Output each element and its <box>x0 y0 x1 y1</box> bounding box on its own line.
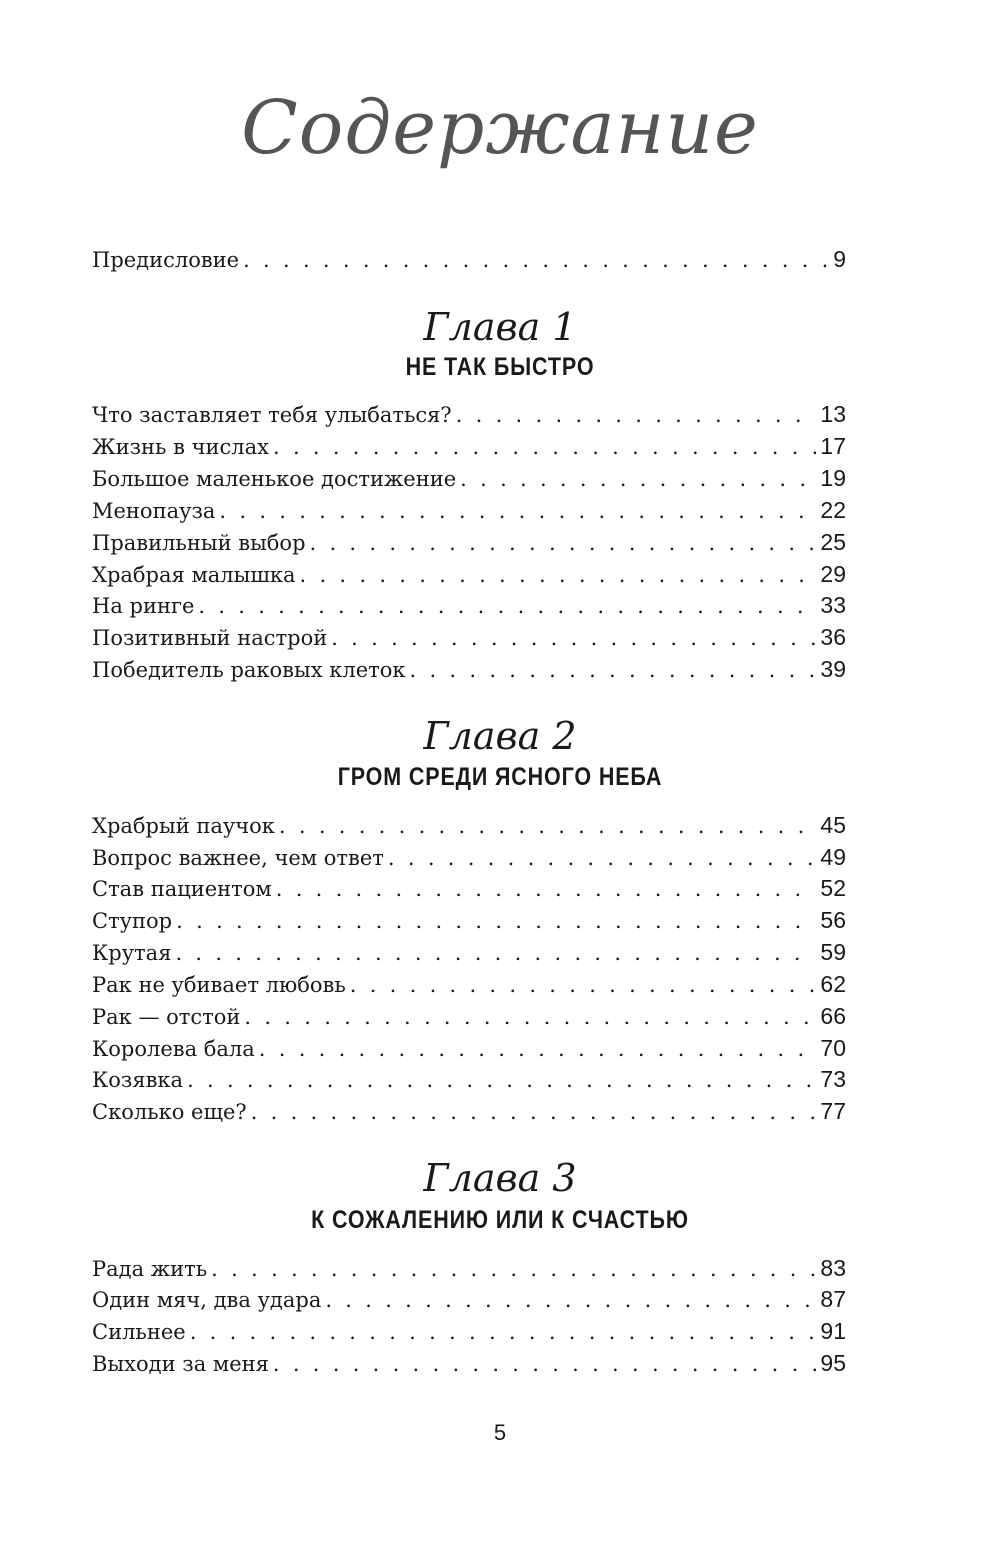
toc-entry-title: Позитивный настрой <box>92 626 328 650</box>
toc-entry-title: Храбрый паучок <box>92 814 275 838</box>
toc-entry[interactable] <box>92 810 846 840</box>
toc-entry-page: 62 <box>820 971 846 997</box>
toc-entry[interactable] <box>92 399 846 429</box>
toc-entry[interactable] <box>92 559 846 589</box>
toc-entry-title: Сколько еще? <box>92 1100 247 1124</box>
dot-leader <box>259 1034 817 1064</box>
toc-entry[interactable] <box>92 463 846 493</box>
dot-leader <box>460 464 816 494</box>
toc-entry-page: 83 <box>820 1255 846 1281</box>
chapter-3-name: К СОЖАЛЕНИЮ ИЛИ К СЧАСТЬЮ <box>311 1206 689 1234</box>
toc-entry-title: На ринге <box>92 594 195 618</box>
chapter-2-label: Глава 2 <box>423 714 577 758</box>
toc-entry-page: 87 <box>820 1286 846 1312</box>
dot-leader <box>331 623 816 653</box>
toc-entry-preface[interactable] <box>92 244 846 274</box>
toc-entry-title: Что заставляет тебя улыбаться? <box>92 403 452 427</box>
dot-leader <box>243 245 829 275</box>
toc-entry[interactable] <box>92 1316 846 1346</box>
toc-entry-title: Большое маленькое достижение <box>92 467 457 491</box>
toc-entry[interactable] <box>92 527 846 557</box>
dot-leader <box>190 1317 817 1347</box>
dot-leader <box>410 655 817 685</box>
toc-entry-title: Рак не убивает любовь <box>92 973 346 997</box>
toc-entry-page: 39 <box>820 656 846 682</box>
dot-leader <box>325 1285 816 1315</box>
toc-entry[interactable] <box>92 654 846 684</box>
toc-entry-title: Менопауза <box>92 499 216 523</box>
toc-entry-title: Жизнь в числах <box>92 435 269 459</box>
toc-entry-title: Храбрая малышка <box>92 563 296 587</box>
dot-leader <box>350 970 817 1000</box>
toc-entry-page: 49 <box>820 844 846 870</box>
toc-entry-page: 73 <box>820 1066 846 1092</box>
chapter-3-label: Глава 3 <box>423 1156 577 1200</box>
page-number: 5 <box>493 1420 507 1445</box>
toc-entry-title: Вопрос важнее, чем ответ <box>92 846 384 870</box>
toc-entry[interactable] <box>92 622 846 652</box>
toc-entry-title: Предисловие <box>92 248 240 272</box>
dot-leader <box>310 528 817 558</box>
dot-leader <box>456 400 817 430</box>
toc-entry-page: 59 <box>820 939 846 965</box>
toc-entry-page: 9 <box>833 246 846 272</box>
dot-leader <box>251 1097 817 1127</box>
dot-leader <box>388 843 816 873</box>
toc-entry-title: Став пациентом <box>92 877 272 901</box>
toc-entry[interactable] <box>92 1253 846 1283</box>
toc-entry[interactable] <box>92 1001 846 1031</box>
toc-entry-title: Козявка <box>92 1068 184 1092</box>
toc-entry[interactable] <box>92 1096 846 1126</box>
toc-entry-page: 25 <box>820 529 846 555</box>
dot-leader <box>244 1002 816 1032</box>
toc-entry-title: Сильнее <box>92 1320 186 1344</box>
toc-entry-page: 70 <box>820 1035 846 1061</box>
toc-entry-page: 17 <box>820 433 846 459</box>
dot-leader <box>187 1065 816 1095</box>
toc-entry-title: Крутая <box>92 941 172 965</box>
toc-entry-title: Рак — отстой <box>92 1005 241 1029</box>
toc-entry[interactable] <box>92 969 846 999</box>
dot-leader <box>176 906 816 936</box>
dot-leader <box>211 1254 816 1284</box>
toc-entry[interactable] <box>92 937 846 967</box>
toc-entry-title: Выходи за меня <box>92 1352 269 1376</box>
dot-leader <box>279 811 816 841</box>
toc-entry-page: 52 <box>820 875 846 901</box>
toc-entry-page: 13 <box>820 401 846 427</box>
dot-leader <box>219 496 816 526</box>
dot-leader <box>276 874 817 904</box>
toc-entry-page: 66 <box>820 1003 846 1029</box>
toc-entry-page: 22 <box>820 497 846 523</box>
toc-entry-title: Королева бала <box>92 1037 255 1061</box>
toc-entry[interactable] <box>92 1064 846 1094</box>
dot-leader <box>198 591 816 621</box>
toc-entry[interactable] <box>92 1348 846 1378</box>
toc-entry[interactable] <box>92 873 846 903</box>
toc-entry-page: 19 <box>820 465 846 491</box>
toc-entry[interactable] <box>92 590 846 620</box>
toc-entry-page: 91 <box>820 1318 846 1344</box>
dot-leader <box>300 560 817 590</box>
page-title: Содержание <box>241 85 759 171</box>
toc-entry[interactable] <box>92 905 846 935</box>
toc-entry-title: Один мяч, два удара <box>92 1288 322 1312</box>
toc-entry-page: 36 <box>820 624 846 650</box>
chapter-2-name: ГРОМ СРЕДИ ЯСНОГО НЕБА <box>337 763 663 791</box>
toc-entry-page: 77 <box>820 1098 846 1124</box>
toc-entry-page: 56 <box>820 907 846 933</box>
toc-entry[interactable] <box>92 1284 846 1314</box>
toc-entry[interactable] <box>92 1033 846 1063</box>
dot-leader <box>273 432 816 462</box>
toc-entry-title: Правильный выбор <box>92 531 306 555</box>
toc-entry-page: 29 <box>820 561 846 587</box>
toc-entry-title: Победитель раковых клеток <box>92 658 406 682</box>
toc-entry-page: 95 <box>820 1350 846 1376</box>
toc-entry[interactable] <box>92 842 846 872</box>
toc-entry-title: Рада жить <box>92 1257 208 1281</box>
dot-leader <box>273 1349 817 1379</box>
toc-entry[interactable] <box>92 495 846 525</box>
toc-entry-title: Ступор <box>92 909 173 933</box>
chapter-1-label: Глава 1 <box>423 305 577 349</box>
dot-leader <box>175 938 816 968</box>
chapter-1-name: НЕ ТАК БЫСТРО <box>405 353 595 381</box>
toc-entry-page: 33 <box>820 592 846 618</box>
toc-entry[interactable] <box>92 431 846 461</box>
toc-entry-page: 45 <box>820 812 846 838</box>
